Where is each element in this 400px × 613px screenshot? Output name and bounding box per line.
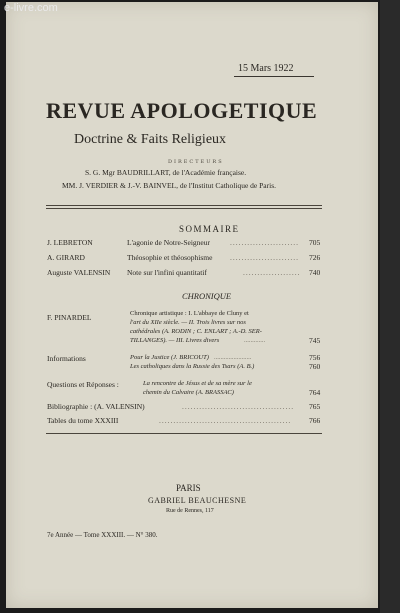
chronique-heading: CHRONIQUE <box>182 291 232 301</box>
leader-dots: ....................................... <box>182 402 295 411</box>
directors-label: DIRECTEURS <box>168 159 224 165</box>
informations-line-1: Pour la Justice (J. BRICOUT) <box>130 354 209 361</box>
chronique-line-4: TILLANGES). — III. Livres divers <box>130 337 220 344</box>
entry-author: A. GIRARD <box>47 253 85 262</box>
entry-title: Note sur l'infini quantitatif <box>127 268 207 277</box>
entry-title: Théosophie et théosophisme <box>127 253 213 262</box>
journal-title: REVUE APOLOGETIQUE <box>46 98 318 123</box>
background-edge <box>380 0 400 613</box>
magazine-cover <box>6 2 378 608</box>
entry-author: J. LEBRETON <box>47 238 93 247</box>
chronique-line-3: cathédrales (A. RODIN ; C. ENLART ; A.-D. SER- <box>130 328 262 335</box>
publisher: GABRIEL BEAUCHESNE <box>148 496 247 505</box>
directors-line-1: S. G. Mgr BAUDRILLART, de l'Académie française. <box>85 168 247 177</box>
date-underline <box>234 76 314 77</box>
entry-page: 705 <box>309 238 321 247</box>
informations-line-2: Les catholiques dans la Russie des Tsars (A. B.) <box>130 363 255 370</box>
leader-dots: ....................... <box>214 354 252 361</box>
entry-page: 740 <box>309 268 321 277</box>
entry-author: Auguste VALENSIN <box>47 268 111 277</box>
watermark: e-livre.com <box>4 2 58 14</box>
leader-dots: .................... <box>243 268 301 277</box>
divider-top <box>46 205 322 206</box>
chronique-line-1: Chronique artistique : I. L'abbaye de Cluny et <box>130 310 249 317</box>
issue-info: 7e Année — Tome XXXIII. — N° 380. <box>47 531 158 539</box>
entry-title: L'agonie de Notre-Seigneur <box>127 238 210 247</box>
questions-line-1: La rencontre de Jésus et de sa mère sur le <box>143 380 252 387</box>
entry-page: 726 <box>309 253 321 262</box>
leader-dots: .............................................. <box>159 416 292 425</box>
chronique-line-2: l'art du XIIe siècle. — II. Trois livres sur nos <box>130 319 246 326</box>
sommaire-heading: SOMMAIRE <box>179 224 240 234</box>
journal-subtitle: Doctrine & Faits Religieux <box>74 132 227 147</box>
leader-dots: ........................ <box>230 238 299 247</box>
questions-line-2: chemin du Calvaire (A. BRASSAC) <box>143 389 234 396</box>
place: PARIS <box>176 483 201 493</box>
issue-date: 15 Mars 1922 <box>238 63 294 74</box>
directors-line-2: MM. J. VERDIER & J.-V. BAINVEL, de l'Institut Catholique de Paris. <box>62 181 276 190</box>
divider-bottom <box>46 433 322 434</box>
leader-dots: ........................ <box>230 253 299 262</box>
publisher-address: Rue de Rennes, 117 <box>166 508 214 514</box>
divider-top-2 <box>46 208 322 209</box>
leader-dots: ............. <box>244 337 266 344</box>
